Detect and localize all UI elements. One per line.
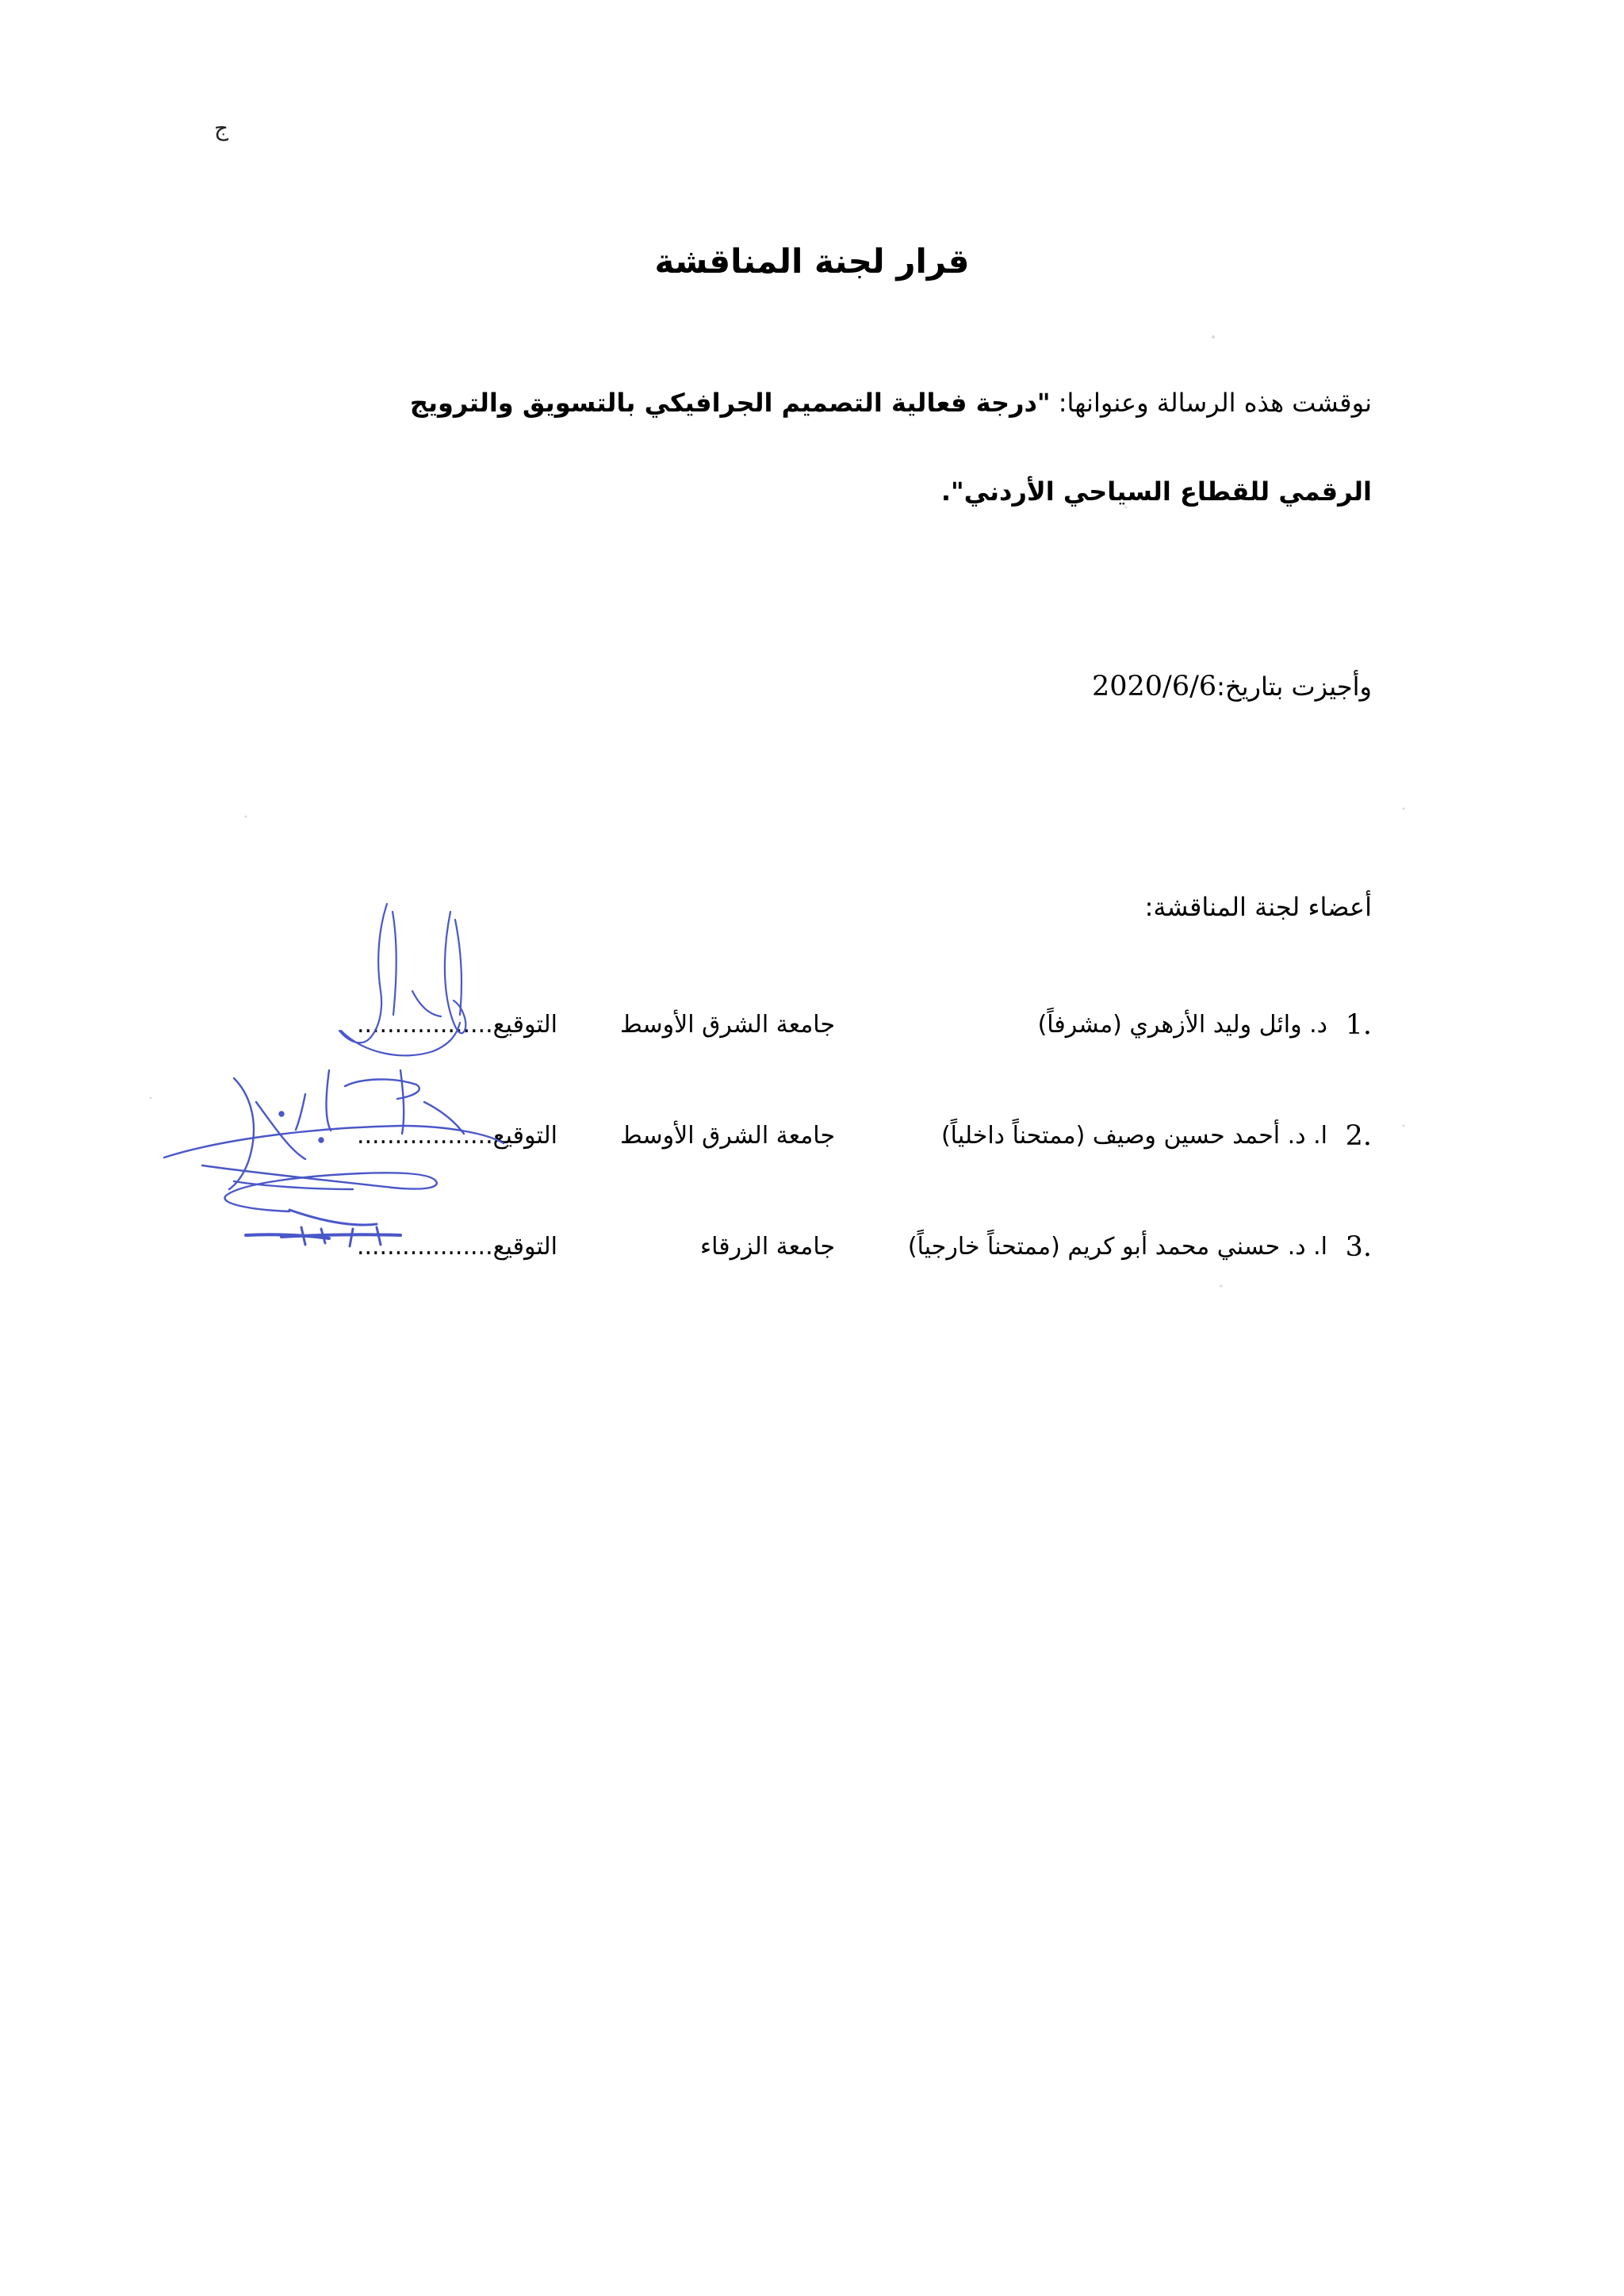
member-signature-line: التوقيع..................: [356, 1011, 557, 1039]
member-name: ا. د. حسني محمد أبو كريم (ممتحناً خارجياً): [907, 1233, 1327, 1261]
signature-1-icon: [293, 896, 500, 1078]
committee-member-row: [0, 1003, 1624, 1047]
thesis-title: "درجة فعالية التصميم الجرافيكي بالتسويق والترويج الرقمي للقطاع السياحي الأردني".: [409, 388, 1372, 507]
member-number: 2.: [1345, 1120, 1372, 1152]
member-signature-line: التوقيع..................: [356, 1122, 557, 1150]
committee-member-row: [0, 1225, 1624, 1269]
member-university: جامعة الزرقاء: [700, 1233, 835, 1261]
intro-prefix: نوقشت هذه الرسالة وعنوانها:: [1050, 388, 1372, 418]
page-letter: ج: [214, 115, 229, 141]
member-signature-line: التوقيع..................: [356, 1233, 557, 1261]
approval-line: [1092, 670, 1372, 703]
member-university: جامعة الشرق الأوسط: [620, 1011, 835, 1039]
page-title: قرار لجنة المناقشة: [654, 242, 970, 281]
committee-member-row: [0, 1114, 1624, 1158]
member-number: 1.: [1345, 1009, 1372, 1041]
approval-date: 2020/6/6: [1091, 671, 1217, 702]
member-name: ا. د. أحمد حسين وصيف (ممتحناً داخلياً): [940, 1122, 1327, 1150]
member-number: 3.: [1345, 1231, 1372, 1263]
approval-label: وأجيزت بتاريخ:: [1216, 672, 1372, 702]
intro-paragraph: [349, 358, 1372, 536]
members-heading: أعضاء لجنة المناقشة:: [1144, 892, 1372, 922]
member-name: د. وائل وليد الأزهري (مشرفاً): [1037, 1011, 1327, 1039]
member-university: جامعة الشرق الأوسط: [620, 1122, 835, 1150]
